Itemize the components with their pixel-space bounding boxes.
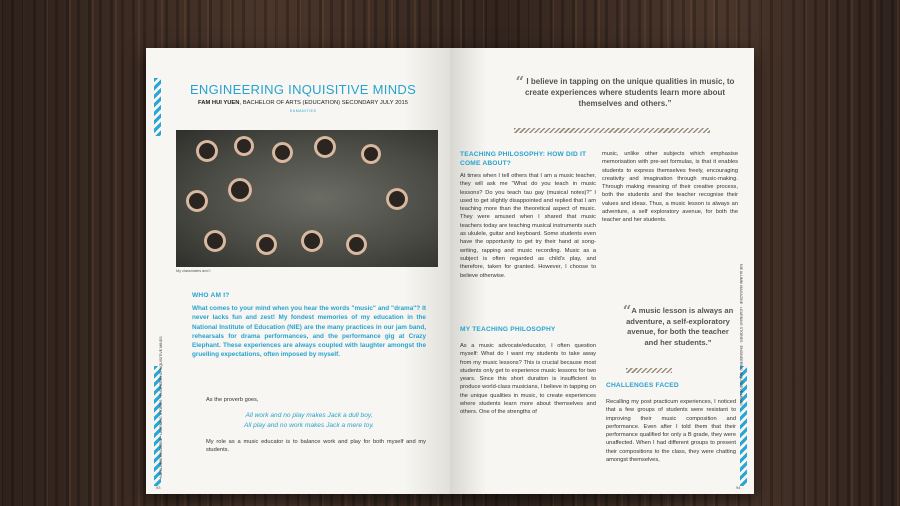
spine-text: NIE ALUMNI MAGAZINE · LEARNING STORIES · ENGINEERING INQUISITIVE MINDS <box>739 264 743 406</box>
proverb-verse <box>192 411 426 430</box>
person-figure <box>204 230 226 252</box>
pull-quote-text: I believe in tapping on the unique qualities in music, to create experiences where students learn more about themselves and others.” <box>524 77 735 108</box>
heading-who-am-i: WHO AM I? <box>192 292 230 299</box>
person-figure <box>346 234 367 255</box>
person-figure <box>256 234 277 255</box>
pull-quote-2-text: A music lesson is always an adventure, a self-exploratory avenue, for both the teacher and her students.” <box>626 306 734 347</box>
stripe-decoration <box>154 78 161 136</box>
verse-line-1: All work and no play makes Jack a dull boy, <box>245 412 373 419</box>
teaching-origin-paragraph: At times when I tell others that I am a music teacher, they will ask me "What do you teach in music lessons? Do you teach tau gay (musical notes)?" I used to get slightly disappointed and replied that I am teaching more than the theoretical aspect of music. They were amused when I shared that music teachers today are teaching musical instruments such as ukulele, guitar and keyboard. Some students even have the opportunity to get try their hand at song-writing, rapping and music recording. Music as a subject is often regarded as child's play, and therefore, taken for granted. However, I choose to believe otherwise. <box>460 173 596 279</box>
author-byline <box>172 100 434 106</box>
person-figure <box>272 142 293 163</box>
person-figure <box>228 178 252 202</box>
quote-mark-icon: “ <box>515 73 525 91</box>
verse-line-2: All play and no work makes Jack a mere toy. <box>244 421 374 429</box>
author-department: HUMANITIES <box>289 109 317 113</box>
pull-quote <box>514 73 736 109</box>
spine-text: NIE ALUMNI MAGAZINE · LEARNING STORIES · ENGINEERING INQUISITIVE MINDS <box>159 336 163 478</box>
intro-paragraph: What comes to your mind when you hear the words "music" and "drama"? It never lacks fun and zest! My fondest memories of my education in the National Institute of Education (NIE) are the many practices in our jam band, rehearsals for drama performances, and the performance gig at Crazy Elephant. These experiences are always coupled with laughter amongst the gruelling expectations, often imposed by myself. <box>192 305 426 359</box>
author-credential: , BACHELOR OF ARTS (EDUCATION) SECONDARY JULY 2015 <box>239 100 408 106</box>
closing-paragraph: My role as a music educator is to balance work and play for both myself and my students. <box>206 439 426 454</box>
quote-mark-icon: “ <box>622 302 632 320</box>
heading-my-teaching-philosophy: MY TEACHING PHILOSOPHY <box>460 326 556 333</box>
music-strengths-paragraph: music, unlike other subjects which emphasise memorisation with pre-set formulas, is that it enables students to express themselves freely, encouraging creativity and imagination through music-making. Through making meaning of their creative process, both the students and the teacher recognise their values and ideas. Thus, a music lesson is always an adventure, a self exploratory avenue, for both the teacher and her students. <box>602 151 738 224</box>
hatch-divider <box>626 368 672 373</box>
person-figure <box>196 140 218 162</box>
person-figure <box>186 190 208 212</box>
heading-teaching-philosophy-origin: TEACHING PHILOSOPHY: HOW DID IT COME ABOUT? <box>460 151 587 167</box>
person-figure <box>234 136 254 156</box>
heading-challenges-faced: CHALLENGES FACED <box>606 382 679 389</box>
person-figure <box>314 136 336 158</box>
magazine-spread <box>146 48 754 494</box>
pull-quote-2 <box>620 302 736 348</box>
right-page <box>450 48 754 494</box>
philosophy-paragraph: As a music advocate/educator, I often question myself: What do I want my students to take away from my music lessons? This is crucial because most students only get to experience music lessons for two years. Since this short duration is insufficient to produce world-class musicians, I believe in tapping on the unique qualities in music, to create experiences where students learn more about themselves and others. One of the strengths of <box>460 343 596 416</box>
left-page <box>146 48 450 494</box>
proverb-intro: As the proverb goes, <box>206 397 259 403</box>
person-figure <box>301 230 323 252</box>
group-photo <box>176 130 438 267</box>
author-name: FAM HUI YUEN <box>198 100 240 106</box>
person-figure <box>386 188 408 210</box>
page-number: 94 <box>736 485 741 490</box>
photo-caption: My classmates and I <box>176 269 211 273</box>
hatch-divider <box>514 128 710 133</box>
article-title: ENGINEERING INQUISITIVE MINDS <box>189 82 417 97</box>
challenges-paragraph: Recalling my post practicum experiences, I noticed that a few groups of students were resistant to improving their music composition and performance. Even after I told them that their performance qualified for only a B grade, they were unaffected. When I had different groups to present their compositions to the class, they were chatting amongst themselves, <box>606 399 736 464</box>
person-figure <box>361 144 381 164</box>
page-number: 93 <box>156 485 161 490</box>
